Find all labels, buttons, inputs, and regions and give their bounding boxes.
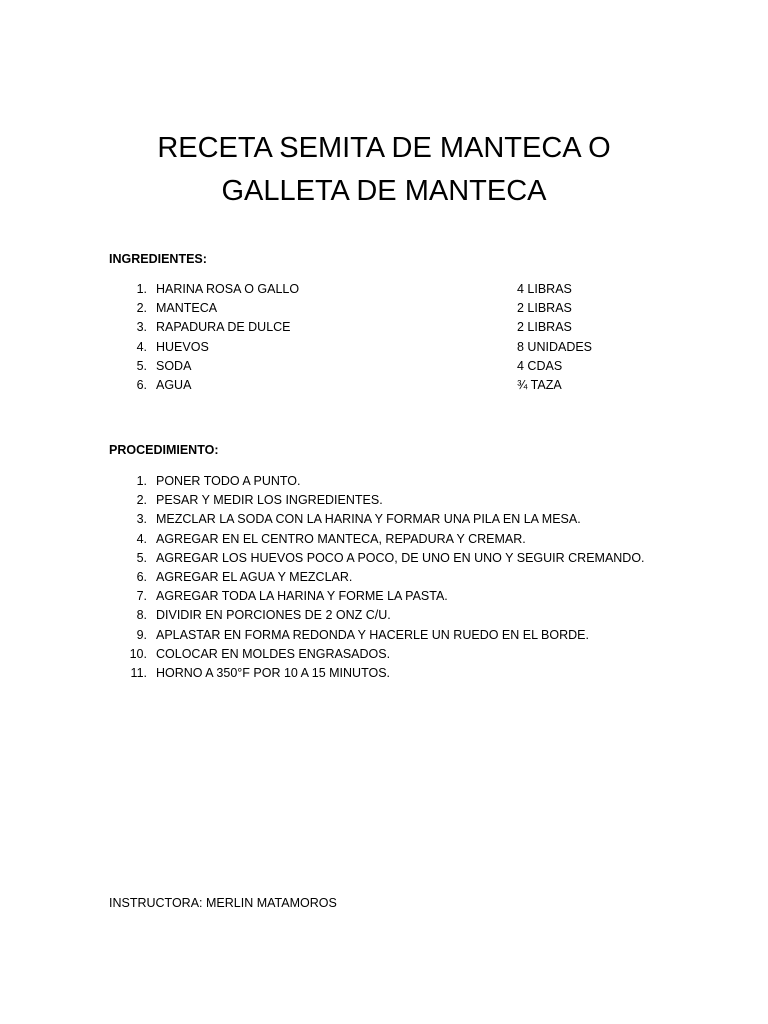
- ingredient-name: AGUA: [156, 377, 192, 392]
- ingredients-heading: INGREDIENTES:: [109, 252, 207, 266]
- step-text: PONER TODO A PUNTO.: [156, 474, 301, 488]
- ingredient-item: [0, 280, 768, 299]
- ingredient-number: 5.: [136, 358, 147, 373]
- step-text: AGREGAR LOS HUEVOS POCO A POCO, DE UNO EN UNO Y SEGUIR CREMANDO.: [156, 550, 645, 565]
- ingredient-item: [0, 299, 768, 318]
- ingredient-name: RAPADURA DE DULCE: [156, 320, 291, 335]
- ingredient-quantity: 2 LIBRAS: [517, 320, 572, 335]
- step-number: 8.: [136, 608, 147, 623]
- procedure-list: [0, 472, 768, 683]
- ingredients-list: [0, 280, 768, 395]
- ingredient-quantity: ¾ TAZA: [517, 377, 562, 392]
- step-number: 3.: [136, 512, 147, 527]
- step-number: 2.: [136, 493, 147, 508]
- ingredient-item: [0, 376, 768, 395]
- ingredient-name: HUEVOS: [156, 339, 209, 354]
- ingredient-quantity: 4 CDAS: [517, 358, 563, 373]
- step-number: 1.: [136, 474, 147, 488]
- recipe-title-line-2: GALLETA DE MANTECA: [221, 175, 547, 207]
- ingredient-quantity: 4 LIBRAS: [517, 282, 572, 296]
- step-number: 7.: [136, 589, 147, 604]
- procedure-step: [0, 568, 768, 587]
- procedure-step: [0, 664, 768, 683]
- ingredient-quantity: 8 UNIDADES: [517, 339, 593, 354]
- step-number: 9.: [136, 627, 147, 642]
- step-text: HORNO A 350°F POR 10 A 15 MINUTOS.: [156, 665, 391, 680]
- step-text: DIVIDIR EN PORCIONES DE 2 ONZ C/U.: [156, 608, 391, 623]
- ingredient-number: 4.: [136, 339, 147, 354]
- procedure-step: [0, 491, 768, 510]
- ingredient-item: [0, 357, 768, 376]
- step-text: PESAR Y MEDIR LOS INGREDIENTES.: [156, 493, 383, 508]
- procedure-step: [0, 549, 768, 568]
- procedure-step: [0, 626, 768, 645]
- step-text: COLOCAR EN MOLDES ENGRASADOS.: [156, 646, 391, 661]
- step-number: 11.: [130, 665, 147, 680]
- ingredient-number: 2.: [136, 301, 147, 316]
- ingredient-item: [0, 318, 768, 337]
- instructor-line: INSTRUCTORA: MERLIN MATAMOROS: [109, 896, 337, 910]
- procedure-step: [0, 606, 768, 625]
- ingredient-name: HARINA ROSA O GALLO: [156, 282, 300, 296]
- step-text: APLASTAR EN FORMA REDONDA Y HACERLE UN RUEDO EN EL BORDE.: [156, 627, 589, 642]
- procedure-heading: PROCEDIMIENTO:: [109, 443, 219, 457]
- step-number: 6.: [136, 569, 147, 584]
- procedure-step: [0, 587, 768, 606]
- ingredient-name: SODA: [156, 358, 192, 373]
- procedure-step: [0, 510, 768, 529]
- step-text: AGREGAR TODA LA HARINA Y FORME LA PASTA.: [156, 589, 448, 604]
- step-text: MEZCLAR LA SODA CON LA HARINA Y FORMAR UNA PILA EN LA MESA.: [156, 512, 581, 527]
- step-number: 5.: [136, 550, 147, 565]
- ingredient-number: 1.: [136, 282, 147, 296]
- recipe-title-line-1: RECETA SEMITA DE MANTECA O: [157, 132, 611, 164]
- ingredient-number: 6.: [136, 377, 147, 392]
- procedure-step: [0, 645, 768, 664]
- ingredient-number: 3.: [136, 320, 147, 335]
- step-text: AGREGAR EN EL CENTRO MANTECA, REPADURA Y CREMAR.: [156, 531, 526, 546]
- step-number: 4.: [136, 531, 147, 546]
- procedure-step: [0, 530, 768, 549]
- procedure-step: [0, 472, 768, 491]
- ingredient-item: [0, 338, 768, 357]
- step-number: 10.: [129, 646, 147, 661]
- ingredient-quantity: 2 LIBRAS: [517, 301, 572, 316]
- step-text: AGREGAR EL AGUA Y MEZCLAR.: [156, 569, 353, 584]
- ingredient-name: MANTECA: [156, 301, 218, 316]
